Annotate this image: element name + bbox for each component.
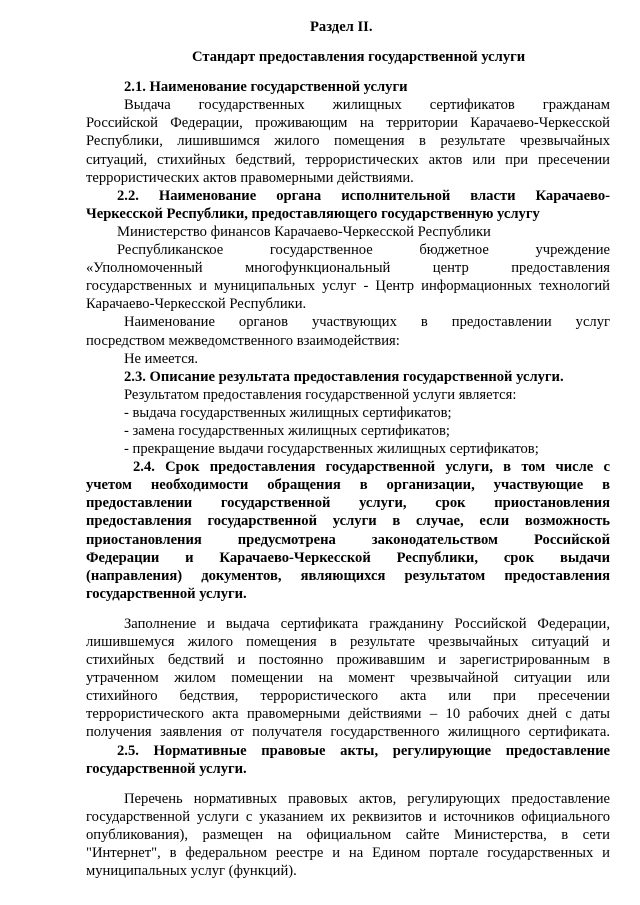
section-2-4-body xyxy=(86,615,610,742)
paragraph-line: «Уполномоченный многофункциональный центр предоставления xyxy=(86,260,610,277)
none-statement: Не имеется. xyxy=(124,350,199,367)
paragraph-line: ситуаций, стихийных бедствий, террористических актов или при пресечении xyxy=(86,151,610,168)
paragraph-line: стихийных бедствий и постоянно проживавшим и зарегистрированным в xyxy=(86,652,610,669)
section-title: Раздел II. xyxy=(310,19,373,35)
heading-line: государственной услуги. xyxy=(86,760,247,777)
paragraph-line: посредством межведомственного взаимодействия: xyxy=(86,332,400,349)
result-intro: Результатом предоставления государственной услуги является: xyxy=(124,386,517,403)
section-2-5-heading xyxy=(86,742,610,778)
section-2-1-heading: 2.1. Наименование государственной услуги xyxy=(124,79,408,96)
section-2-5-body xyxy=(86,790,610,880)
list-item: - выдача государственных жилищных сертификатов; xyxy=(124,404,452,421)
mfc-paragraph xyxy=(86,241,610,313)
paragraph-line: "Интернет", в федеральном реестре и на Едином портале государственных и xyxy=(86,845,610,862)
paragraph-line: Карачаево-Черкесской Республики. xyxy=(86,296,307,313)
paragraph-line: лишившемуся жилого помещения в результате чрезвычайных ситуаций и xyxy=(86,634,610,650)
heading-line: Федерации и Карачаево-Черкесской Республики, срок выдачи xyxy=(86,549,610,566)
list-item: - прекращение выдачи государственных жилищных сертификатов; xyxy=(124,441,539,458)
heading-line: 2.4. Срок предоставления государственной услуги, в том числе с xyxy=(133,459,610,476)
paragraph-line: Заполнение и выдача сертификата гражданину Российской Федерации, xyxy=(124,615,610,632)
paragraph-line: Российской Федерации, проживающим на территории Карачаево-Черкесской xyxy=(86,115,610,132)
heading-line: государственной услуги. xyxy=(86,585,247,602)
result-list xyxy=(86,404,610,458)
paragraph-line: получения заявления от получателя государственного жилищного сертификата. xyxy=(86,724,610,741)
paragraph-line: государственных и муниципальных услуг - Центр информационных технологий xyxy=(86,278,610,295)
standard-title: Стандарт предоставления государственной услуги xyxy=(192,49,526,66)
section-2-1-body xyxy=(86,96,610,186)
paragraph-line: муниципальных услуг (функций). xyxy=(86,863,297,880)
paragraph-line: Наименование органов участвующих в предоставлении услуг xyxy=(124,314,610,331)
heading-line: (направления) документов, являющихся результатом предоставления xyxy=(86,567,610,584)
paragraph-line: утраченном жилом помещении на момент чрезвычайной ситуации или xyxy=(86,670,610,687)
paragraph-line: опубликования), размещен на официальном сайте Министерства, в сети xyxy=(86,826,610,843)
heading-line: учетом необходимости обращения в организации, участвующие в xyxy=(86,477,610,494)
paragraph-line: Перечень нормативных правовых актов, регулирующих предоставление xyxy=(124,790,610,807)
heading-line: 2.2. Наименование органа исполнительной власти Карачаево- xyxy=(117,187,610,204)
section-2-2-heading xyxy=(86,187,610,223)
paragraph-line: государственной услуги с указанием их реквизитов и источников официального xyxy=(86,808,610,825)
heading-line: Черкесской Республики, предоставляющего государственную услугу xyxy=(86,205,540,222)
paragraph-line: стихийного бедствия, террористического акта или при пресечении xyxy=(86,688,610,705)
list-item: - замена государственных жилищных сертификатов; xyxy=(124,422,450,439)
organs-paragraph xyxy=(86,313,610,349)
heading-line: предоставления государственной услуги в случае, если возможность xyxy=(86,513,610,530)
heading-line: предоставлении государственной услуги, срок приостановления xyxy=(86,495,610,512)
paragraph-line: террористических актов правомерными действиями. xyxy=(86,169,414,186)
paragraph-line: Республиканское государственное бюджетное учреждение xyxy=(117,242,610,259)
paragraph-line: террористического акта правомерными действиями – 10 рабочих дней с даты xyxy=(86,706,610,723)
paragraph-line: Республики, лишившимся жилого помещения в результате чрезвычайных xyxy=(86,133,610,150)
section-2-4-heading xyxy=(86,458,610,603)
paragraph-line: Выдача государственных жилищных сертификатов гражданам xyxy=(124,97,610,114)
heading-line: 2.5. Нормативные правовые акты, регулирующие предоставление xyxy=(117,742,610,759)
ministry-name: Министерство финансов Карачаево-Черкесской Республики xyxy=(117,223,491,240)
heading-line: приостановления предусмотрена законодательством Российской xyxy=(86,531,610,548)
section-2-3-heading: 2.3. Описание результата предоставления государственной услуги. xyxy=(124,368,564,385)
